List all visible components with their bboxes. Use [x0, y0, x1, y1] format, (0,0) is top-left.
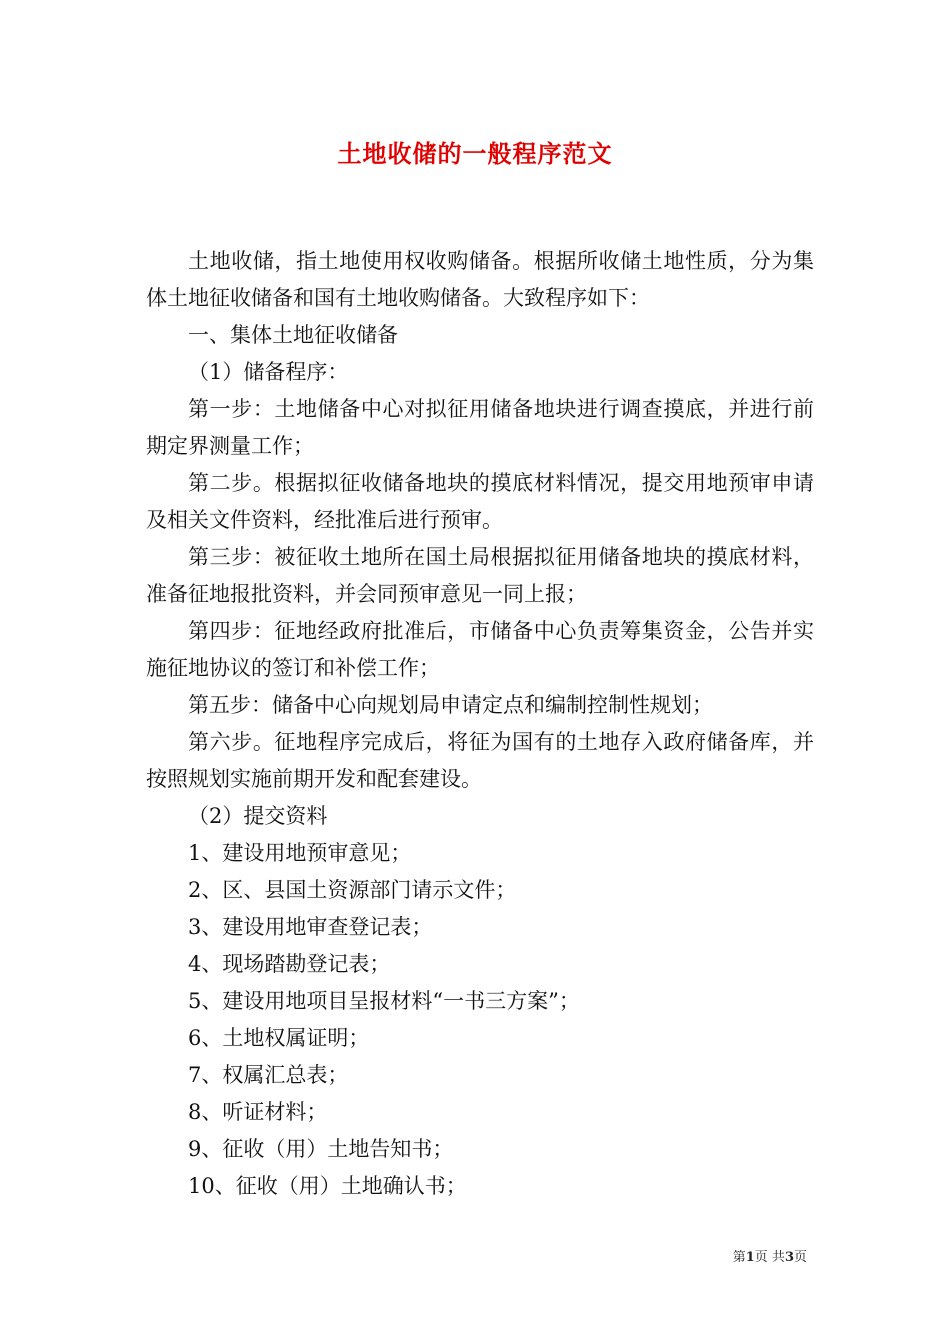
- step-paragraph: 第六步。征地程序完成后，将征为国有的土地存入政府储备库，并按照规划实施前期开发和配套建设。: [146, 730, 814, 791]
- material-item: 2、区、县国土资源部门请示文件；: [188, 878, 517, 902]
- step-paragraph: 第三步：被征收土地所在国土局根据拟征用储备地块的摸底材料，准备征地报批资料，并会同预审意见一同上报；: [146, 545, 814, 606]
- material-item: 1、建设用地预审意见；: [188, 841, 412, 865]
- section-heading: 一、集体土地征收储备: [188, 323, 398, 347]
- subsection-heading: （1）储备程序：: [188, 360, 349, 384]
- footer-suffix: 页: [793, 1250, 807, 1265]
- material-item: 8、听证材料；: [188, 1100, 328, 1124]
- step-paragraph: 第五步：储备中心向规划局申请定点和编制控制性规划；: [188, 693, 713, 717]
- footer-middle: 页 共: [754, 1250, 785, 1265]
- step-paragraph: 第四步：征地经政府批准后，市储备中心负责筹集资金，公告并实施征地协议的签订和补偿工作；: [146, 619, 814, 680]
- material-item: 5、建设用地项目呈报材料“一书三方案”；: [188, 989, 580, 1013]
- material-item: 10、征收（用）土地确认书；: [188, 1174, 467, 1198]
- footer-total-pages: 3: [784, 1250, 794, 1265]
- material-item: 9、征收（用）土地告知书；: [188, 1137, 454, 1161]
- material-item: 6、土地权属证明；: [188, 1026, 370, 1050]
- document-body: [146, 243, 814, 1205]
- material-item: 7、权属汇总表；: [188, 1063, 349, 1087]
- step-paragraph: 第二步。根据拟征收储备地块的摸底材料情况，提交用地预审申请及相关文件资料，经批准后进行预审。: [146, 471, 814, 532]
- footer-prefix: 第: [732, 1250, 746, 1265]
- step-paragraph: 第一步：土地储备中心对拟征用储备地块进行调查摸底，并进行前期定界测量工作；: [146, 397, 814, 458]
- footer-page-number: 1: [745, 1250, 755, 1265]
- document-title: 土地收储的一般程序范文: [337, 140, 613, 168]
- page-footer: [0, 1246, 807, 1265]
- intro-paragraph: 土地收储，指土地使用权收购储备。根据所收储土地性质，分为集体土地征收储备和国有土地收购储备。大致程序如下：: [146, 249, 814, 310]
- material-item: 3、建设用地审查登记表；: [188, 915, 433, 939]
- subsection-heading: （2）提交资料: [188, 804, 328, 828]
- material-item: 4、现场踏勘登记表；: [188, 952, 391, 976]
